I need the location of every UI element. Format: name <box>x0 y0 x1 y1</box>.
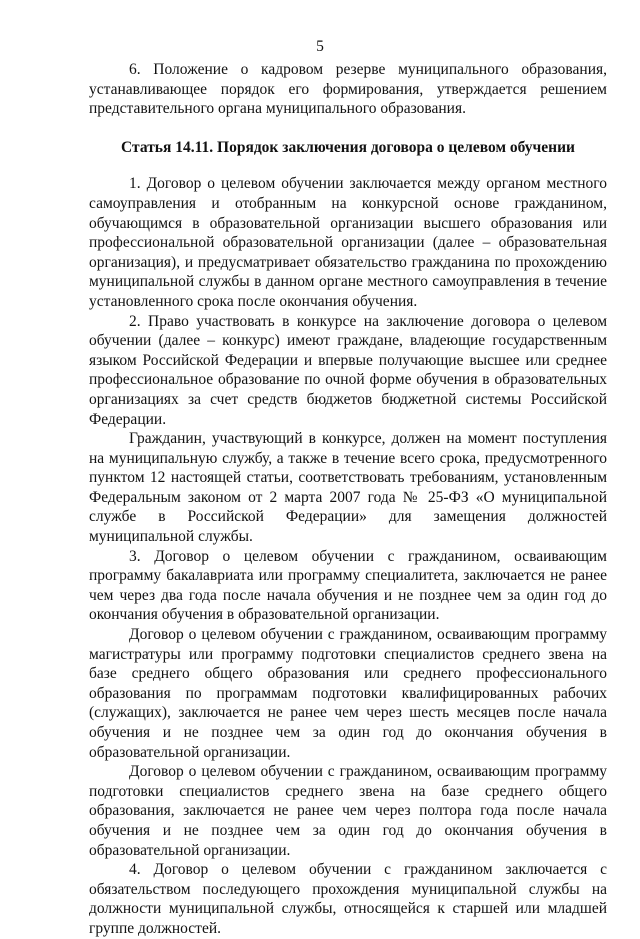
document-body <box>89 60 607 939</box>
paragraph-4: 4. Договор о целевом обучении с гражданином заключается с обязательством последующего прохождения муниципальной службы на должности муниципальной службы, относящейся к старшей или младшей группе должностей. <box>89 861 607 937</box>
paragraph-2-continued: Гражданин, участвующий в конкурсе, должен на момент поступления на муниципальную службу, а также в течение всего срока, предусмотренного пунктом 12 настоящей статьи, соответствовать требованиям, установленным Федеральным законом от 2 марта 2007 года № 25-ФЗ «О муниципальной службе в Российской Федерации» для замещения должностей муниципальной службы. <box>89 430 607 546</box>
paragraph-3-masters: Договор о целевом обучении с гражданином, осваивающим программу магистратуры или программу подготовки специалистов среднего звена на базе среднего общего образования или среднего профессионального образования по программам подготовки квалифицированных рабочих (служащих), заключается не ранее чем через шесть месяцев после начала обучения и не позднее чем за один год до окончания обучения в образовательной организации. <box>89 626 607 761</box>
paragraph-1: 1. Договор о целевом обучении заключается между органом местного самоуправления и отобранным на конкурсной основе гражданином, обучающимся в образовательной организации высшего образования или профессиональной образовательной организации (далее – образовательная организация), и предусматривает обязательство гражданина по прохождению муниципальной службы в данном органе местного самоуправления в течение установленного срока после окончания обучения. <box>89 175 607 310</box>
page-number: 5 <box>316 38 324 55</box>
paragraph-3: 3. Договор о целевом обучении с гражданином, осваивающим программу бакалавриата или программу специалитета, заключается не ранее чем через два года после начала обучения и не позднее чем за один год до окончания обучения в образовательной организации. <box>89 547 607 624</box>
paragraph-3-secondary: Договор о целевом обучении с гражданином, осваивающим программу подготовки специалистов среднего звена на базе среднего общего образования, заключается не ранее чем через полтора года после начала обучения и не позднее чем за один год до окончания обучения в образовательной организации. <box>89 763 607 859</box>
article-heading: Статья 14.11. Порядок заключения договора о целевом обучении <box>121 138 575 156</box>
paragraph-2: 2. Право участвовать в конкурсе на заключение договора о целевом обучении (далее – конкурс) имеют граждане, владеющие государственным языком Российской Федерации и впервые получающие высшее или среднее профессиональное образование по очной форме обучения в образовательных организациях за счет средств бюджетов бюджетной системы Российской Федерации. <box>89 312 607 428</box>
paragraph-6-cadre-reserve: 6. Положение о кадровом резерве муниципального образования, устанавливающее порядок его формирования, утверждается решением представительного органа муниципального образования. <box>89 61 607 118</box>
